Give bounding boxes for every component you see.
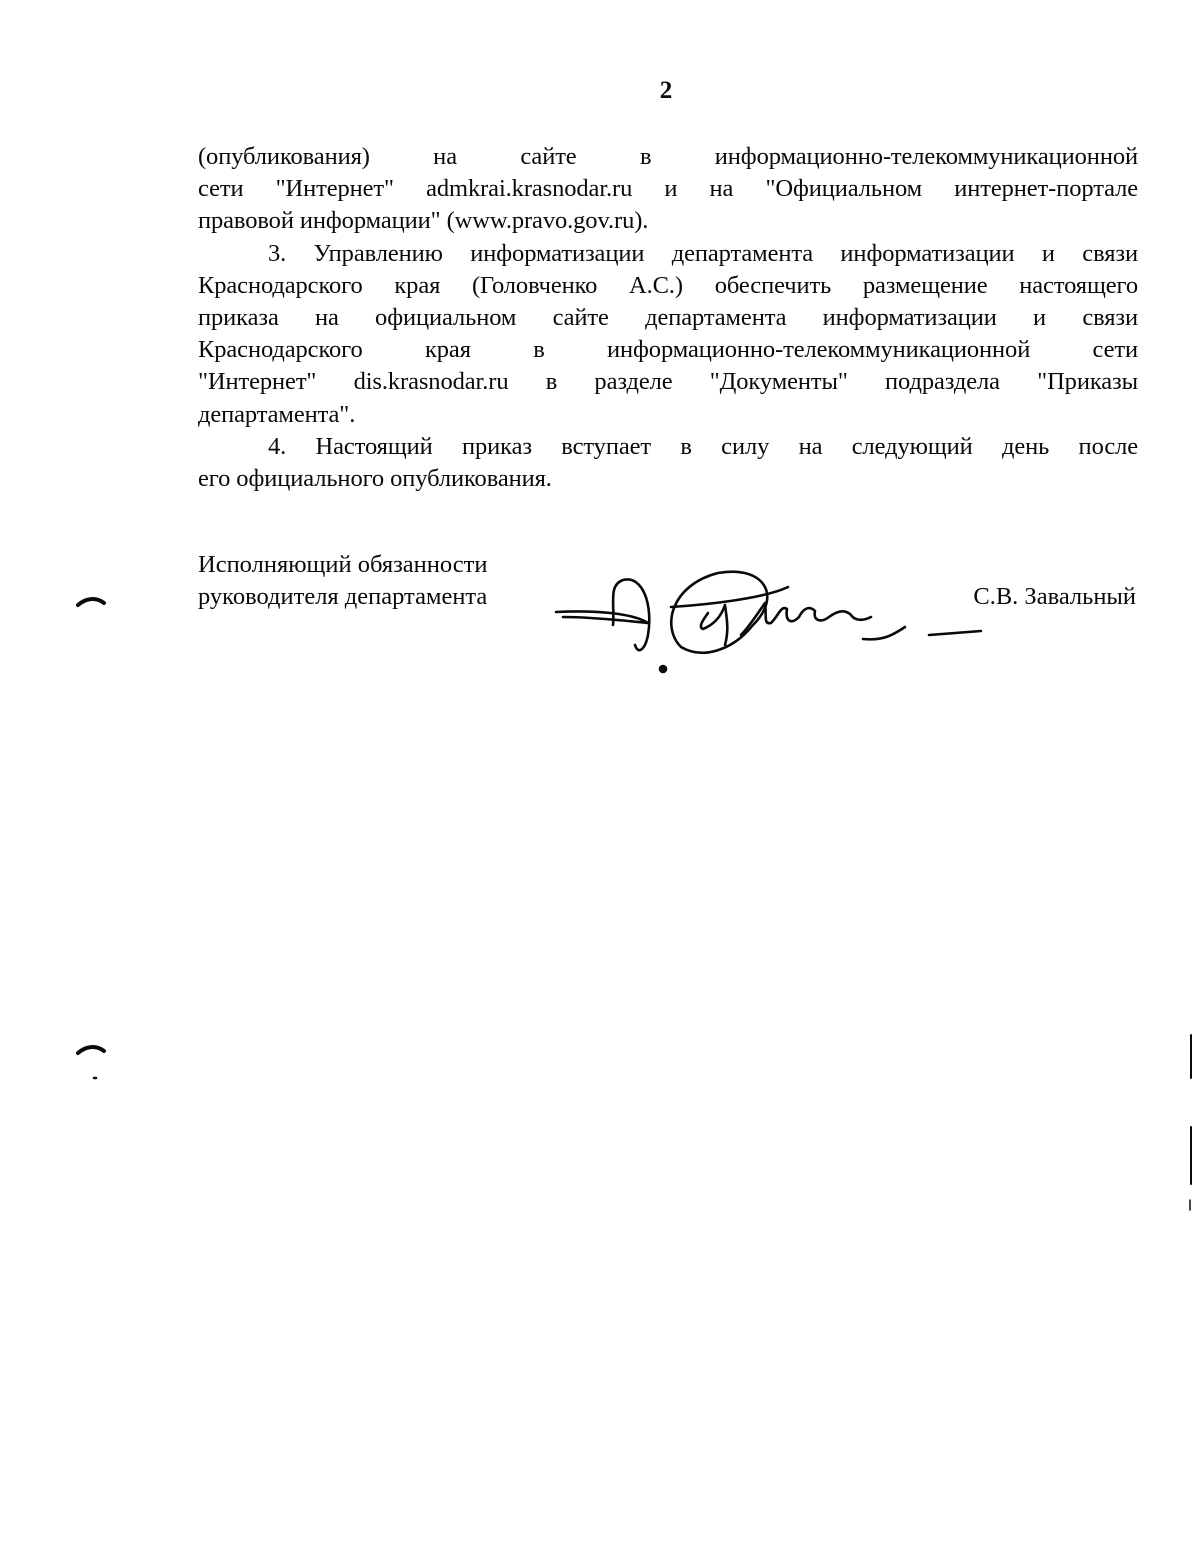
signer-title-line: руководителя департамента bbox=[198, 583, 488, 610]
paragraph-item-4 bbox=[198, 431, 1138, 495]
text-line: 4. Настоящий приказ вступает в силу на следующий день после bbox=[268, 432, 1138, 460]
signer-title-line: Исполняющий обязанности bbox=[198, 551, 488, 578]
text-line: правовой информации" (www.pravo.gov.ru). bbox=[198, 207, 649, 235]
text-line: 3. Управлению информатизации департамента информатизации и связи bbox=[268, 239, 1138, 267]
text-line: сети "Интернет" admkrai.krasnodar.ru и на "Официальном интернет-портале bbox=[198, 175, 1138, 203]
text-line: (опубликования) на сайте в информационно-телекоммуникационной bbox=[198, 143, 1138, 170]
paragraph-item-3 bbox=[198, 238, 1138, 431]
signer-title bbox=[198, 549, 487, 613]
page-number: 2 bbox=[659, 77, 673, 104]
signer-name: С.В. Завальный bbox=[973, 583, 1136, 610]
paragraph-publication bbox=[198, 141, 1138, 238]
text-line: приказа на официальном сайте департамента информатизации и связи bbox=[198, 304, 1138, 332]
document-body bbox=[198, 141, 1138, 495]
text-line: Краснодарского края в информационно-телекоммуникационной сети bbox=[198, 336, 1138, 364]
signature-block bbox=[198, 549, 1138, 689]
text-line: департамента". bbox=[198, 400, 356, 428]
text-line: "Интернет" dis.krasnodar.ru в разделе "Документы" подраздела "Приказы bbox=[198, 368, 1138, 396]
handwritten-signature bbox=[553, 565, 985, 691]
text-line: его официального опубликования. bbox=[198, 465, 552, 493]
text-line: Краснодарского края (Головченко А.С.) обеспечить размещение настоящего bbox=[198, 271, 1138, 299]
